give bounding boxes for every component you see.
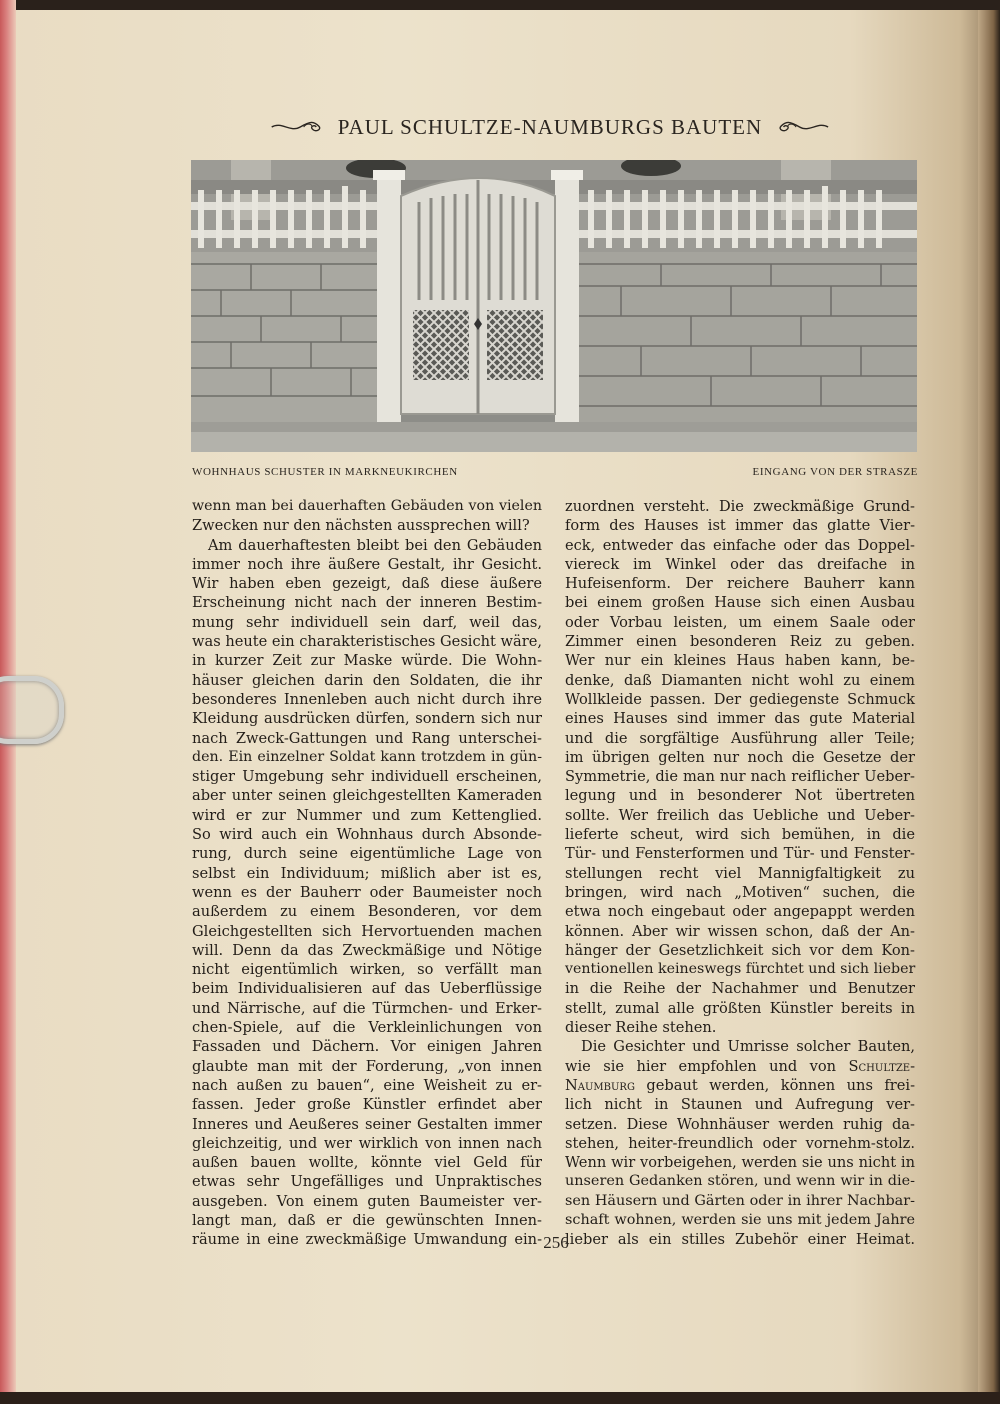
text-line: den. Ein einzelner Soldat kann trotzdem in gün- — [192, 748, 542, 765]
text-line: form des Hauses ist immer das glatte Vier- — [565, 517, 915, 535]
text-line: legung und in besonderer Not übertreten — [565, 787, 915, 805]
text-line: und die sorgfältige Ausführung aller Teile; — [565, 729, 915, 747]
page-title: PAUL SCHULTZE-NAUMBURGS BAUTEN — [337, 114, 763, 139]
text-line: fassen. Jeder große Künstler erfindet aber — [192, 1096, 542, 1114]
author-name: Naumburg — [565, 1076, 635, 1094]
text-fragment: gebaut werden, können uns frei- — [646, 1076, 916, 1094]
text-line: zuordnen versteht. Die zweckmäßige Grund- — [565, 498, 915, 515]
caption-left: WOHNHAUS SCHUSTER IN MARKNEUKIRCHEN — [192, 466, 458, 478]
text-line: eck, entweder das einfache oder das Doppel- — [565, 536, 915, 554]
text-line: wird er zur Nummer und zum Kettenglied. — [192, 806, 542, 824]
text-line: oder Vorbau leisten, um einem Saale oder — [565, 613, 915, 631]
text-line: Zwecken nur den nächsten aussprechen will? — [192, 517, 530, 535]
text-line: lich nicht in Staunen und Aufregung ver- — [565, 1096, 915, 1114]
running-header — [270, 112, 830, 142]
text-line: langt man, daß er die gewünschten Innen- — [192, 1211, 542, 1229]
text-line: stiger Umgebung sehr individuell erscheinen, — [192, 768, 542, 786]
text-line: und Närrische, auf die Türmchen- und Erker- — [192, 999, 542, 1017]
text-line: Tür- und Fensterformen und Tür- und Fenster- — [565, 845, 915, 863]
text-line: im übrigen gelten nur noch die Gesetze der — [565, 748, 915, 766]
text-line: mung sehr individuell sein darf, weil das, — [192, 613, 542, 631]
page-stack-edge — [978, 10, 1000, 1404]
text-line: Wer nur ein kleines Haus haben kann, be- — [565, 652, 915, 670]
text-line: nach außen zu bauen“, eine Weisheit zu er- — [192, 1076, 542, 1094]
text-line: ventionellen keineswegs fürchtet und sich lieber — [565, 961, 916, 978]
text-line — [565, 1057, 915, 1076]
right-ornament-icon — [776, 118, 830, 136]
text-line: Hufeisenform. Der reichere Bauherr kann — [565, 575, 915, 593]
top-border — [0, 0, 1000, 10]
text-line: Fassaden und Dächern. Vor einigen Jahren — [192, 1038, 542, 1056]
text-line: will. Denn da das Zweckmäßige und Nötige — [192, 941, 542, 959]
text-line: eines Hauses sind immer das gute Material — [565, 710, 915, 728]
text-line: in die Reihe der Nachahmer und Benutzer — [565, 980, 915, 998]
text-line: hänger der Gesetzlichkeit sich vor dem Kon- — [565, 941, 915, 959]
text-line: sen Häusern und Gärten oder in ihrer Nachbar- — [565, 1192, 915, 1209]
text-line: immer noch ihre äußere Gestalt, ihr Gesicht. — [192, 555, 542, 573]
text-line: lieber als ein stilles Zubehör einer Heimat. — [565, 1231, 915, 1249]
text-line: Die Gesichter und Umrisse solcher Bauten, — [581, 1038, 915, 1056]
text-line: etwa noch eingebaut oder angepappt werden — [565, 903, 915, 921]
text-line: Erscheinung nicht nach der inneren Bestim- — [192, 594, 542, 612]
left-ornament-icon — [270, 118, 324, 136]
text-line: Gleichgestellten sich Hervortuenden machen — [192, 922, 542, 940]
left-text-column — [192, 497, 542, 1250]
text-line: häuser gleichen darin den Soldaten, die ihr — [192, 671, 542, 689]
text-line: Zimmer einen besonderen Reiz zu geben. — [565, 633, 915, 651]
gate-photo-drawing — [191, 160, 917, 452]
text-line: können. Aber wir wissen schon, daß der An- — [565, 922, 915, 940]
text-line: Symmetrie, die man nur nach reiflicher Ueber- — [565, 768, 915, 786]
text-fragment: wie sie hier empfohlen und von — [565, 1057, 837, 1075]
text-line: bringen, wird nach „Motiven“ suchen, die — [565, 883, 915, 901]
text-line: bei einem großen Hause sich einen Ausbau — [565, 594, 915, 612]
text-line: räume in eine zweckmäßige Umwandung ein- — [192, 1231, 542, 1249]
text-line: ausgeben. Von einem guten Baumeister ver- — [192, 1192, 542, 1210]
text-line: aber unter seinen gleichgestellten Kameraden — [192, 787, 542, 805]
text-line: wenn es der Bauherr oder Baumeister noch — [192, 883, 542, 901]
text-line: Wir haben eben gezeigt, daß diese äußere — [192, 575, 542, 593]
text-line: beim Individualisieren auf das Ueberflüssige — [192, 980, 542, 998]
text-line: stellungen recht viel Mannigfaltigkeit zu — [565, 864, 915, 882]
caption-right: EINGANG VON DER STRASZE — [752, 466, 918, 478]
text-line: besonderes Innenleben auch nicht durch ihre — [192, 690, 542, 708]
author-name: Schultze- — [848, 1057, 916, 1075]
text-line: chen-Spiele, auf die Verkleinlichungen von — [192, 1019, 542, 1037]
text-line: glaubte man mit der Forderung, „von innen — [192, 1057, 542, 1075]
text-line: in kurzer Zeit zur Maske würde. Die Wohn- — [192, 652, 542, 670]
text-line: Kleidung ausdrücken dürfen, sondern sich nur — [192, 710, 542, 728]
text-line: wenn man bei dauerhaften Gebäuden von vielen — [192, 498, 542, 514]
text-line: Wenn wir vorbeigehen, werden sie uns nicht in — [565, 1154, 915, 1172]
text-line: stehen, heiter-freundlich oder vornehm-stolz. — [565, 1134, 915, 1152]
text-line: was heute ein charakteristisches Gesicht wäre, — [192, 633, 542, 651]
text-line: dieser Reihe stehen. — [565, 1019, 717, 1037]
text-line: setzen. Diese Wohnhäuser werden ruhig da- — [565, 1115, 915, 1133]
gate-photograph — [191, 160, 917, 452]
text-line: Inneres und Aeußeres seiner Gestalten immer — [192, 1115, 542, 1133]
paper-clip — [0, 676, 64, 744]
text-line: gleichzeitig, und wer wirklich von innen nach — [192, 1134, 542, 1152]
text-line: schaft wohnen, werden sie uns mit jedem Jahre — [565, 1211, 915, 1228]
text-line: denke, daß Diamanten nicht wohl zu einem — [565, 671, 915, 689]
text-line: So wird auch ein Wohnhaus durch Absonde- — [192, 826, 542, 844]
page-number: 256 — [543, 1233, 569, 1252]
text-line: außerdem zu einem Besonderen, vor dem — [192, 903, 542, 921]
text-line: selbst ein Individuum; mißlich aber ist es, — [192, 864, 542, 882]
text-line: rung, durch seine eigentümliche Lage von — [192, 845, 542, 863]
text-line: nicht eigentümlich wirken, so verfällt man — [192, 961, 542, 979]
text-line — [565, 1076, 915, 1095]
bottom-border — [0, 1392, 1000, 1404]
text-line: Wollkleide passen. Der gediegenste Schmuck — [565, 690, 915, 708]
text-line: viereck im Winkel oder das dreifache in — [565, 555, 915, 573]
right-text-column — [565, 497, 915, 1250]
text-line: lieferte scheut, wird sich bemühen, in die — [565, 826, 915, 844]
text-line: etwas sehr Ungefälliges und Unpraktisches — [192, 1173, 542, 1191]
text-line: nach Zweck-Gattungen und Rang unterschei- — [192, 729, 542, 747]
text-line: stellt, zumal alle größten Künstler bereits in — [565, 999, 915, 1017]
text-line: sollte. Wer freilich das Uebliche und Ueber- — [565, 806, 915, 824]
text-line: unseren Gedanken stören, und wenn wir in die- — [565, 1173, 915, 1190]
text-line: außen bauen wollte, könnte viel Geld für — [192, 1154, 542, 1172]
text-line: Am dauerhaftesten bleibt bei den Gebäuden — [208, 536, 542, 554]
